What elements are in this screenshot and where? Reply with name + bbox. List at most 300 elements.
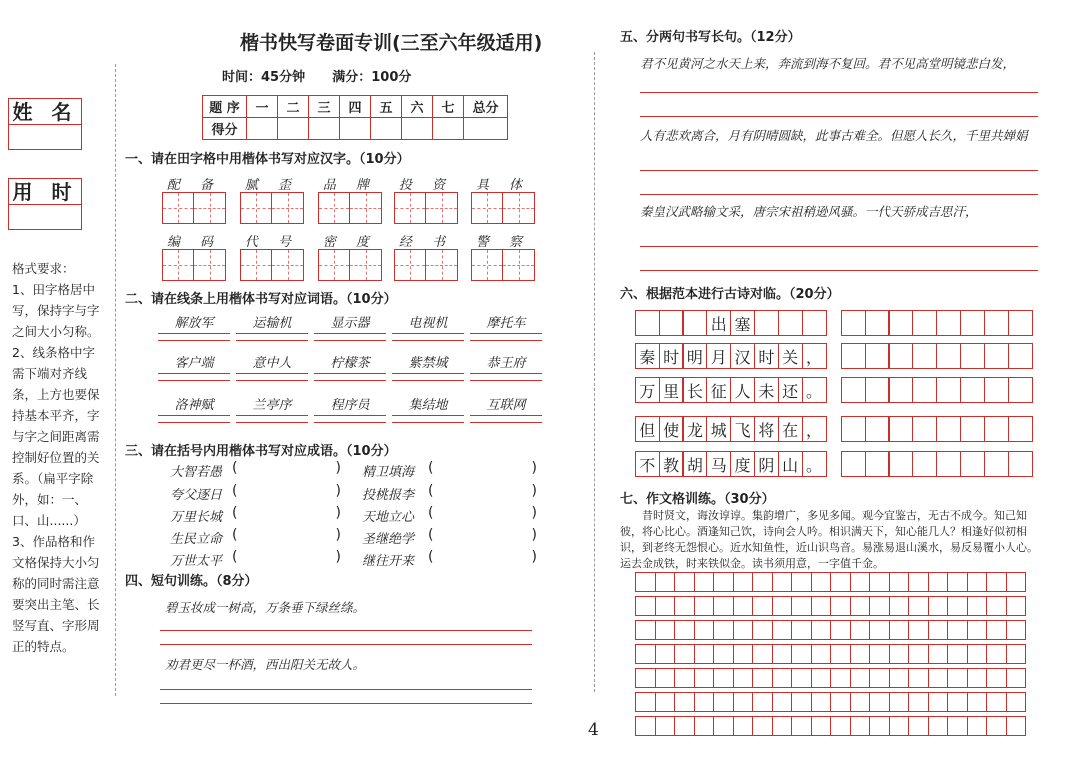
essay-cell[interactable]	[635, 668, 656, 688]
essay-cell[interactable]	[733, 620, 754, 640]
essay-cell[interactable]	[674, 596, 695, 616]
line-word[interactable]	[392, 312, 464, 341]
page-number: 4	[588, 720, 599, 740]
exam-meta	[222, 66, 411, 85]
essay-cell[interactable]	[713, 596, 734, 616]
essay-cell[interactable]	[850, 668, 871, 688]
essay-cell[interactable]	[889, 596, 910, 616]
essay-cell[interactable]	[947, 716, 968, 736]
essay-cell[interactable]	[655, 620, 676, 640]
essay-cell[interactable]	[674, 572, 695, 592]
essay-cell[interactable]	[811, 692, 832, 712]
tian-cell[interactable]	[194, 249, 226, 281]
essay-cell[interactable]	[772, 716, 793, 736]
poem-char	[754, 310, 779, 336]
essay-cell[interactable]	[713, 692, 734, 712]
essay-cell[interactable]	[869, 668, 890, 688]
essay-cell[interactable]	[674, 644, 695, 664]
poem-practice-row[interactable]	[842, 377, 1033, 403]
tian-word	[471, 174, 535, 224]
tian-word	[318, 174, 382, 224]
essay-cell[interactable]	[986, 716, 1007, 736]
essay-cell[interactable]	[850, 716, 871, 736]
writing-line[interactable]	[160, 644, 532, 645]
line-word[interactable]	[236, 394, 308, 423]
line-word-text: 柠檬茶	[330, 356, 370, 371]
poem-char: 度	[730, 451, 755, 477]
idiom-right: 圣继绝学	[362, 532, 415, 547]
essay-cell[interactable]	[967, 596, 988, 616]
essay-grid[interactable]	[636, 572, 1026, 740]
essay-cell[interactable]	[869, 716, 890, 736]
long-sentence: 秦皇汉武略输文采，唐宗宋祖稍逊风骚。一代天骄成吉思汗，	[640, 204, 978, 219]
essay-cell[interactable]	[752, 596, 773, 616]
essay-cell[interactable]	[928, 668, 949, 688]
essay-cell[interactable]	[830, 572, 851, 592]
tian-cell[interactable]	[350, 249, 382, 281]
essay-cell[interactable]	[694, 692, 715, 712]
poem-char	[778, 310, 803, 336]
poem-char: ，	[802, 416, 827, 442]
poem-char: 。	[802, 451, 827, 477]
essay-cell[interactable]	[694, 572, 715, 592]
essay-cell[interactable]	[674, 716, 695, 736]
tian-word-label: 具 体	[475, 178, 531, 193]
tian-cell[interactable]	[471, 249, 503, 281]
idiom-answer-right[interactable]: ( )	[428, 505, 537, 521]
essay-grid-row[interactable]	[636, 692, 1026, 712]
essay-cell[interactable]	[908, 572, 929, 592]
essay-cell[interactable]	[733, 644, 754, 664]
essay-cell[interactable]	[850, 572, 871, 592]
essay-cell[interactable]	[1006, 596, 1027, 616]
tian-word	[162, 174, 226, 224]
essay-cell[interactable]	[752, 716, 773, 736]
score-header: 题 序	[203, 96, 247, 118]
essay-cell[interactable]	[947, 620, 968, 640]
tian-word	[471, 231, 535, 281]
essay-grid-row[interactable]	[636, 668, 1026, 688]
tian-cell[interactable]	[194, 192, 226, 224]
poem-practice-row[interactable]	[842, 416, 1033, 442]
section-5-heading: 五、分两句书写长句。（12分）	[620, 30, 801, 45]
essay-cell[interactable]	[674, 620, 695, 640]
tian-word-label: 品 牌	[322, 178, 378, 193]
tian-cell[interactable]	[503, 249, 535, 281]
essay-cell[interactable]	[947, 692, 968, 712]
essay-cell[interactable]	[928, 596, 949, 616]
essay-cell[interactable]	[674, 692, 695, 712]
writing-line[interactable]	[640, 194, 1038, 195]
essay-cell[interactable]	[1006, 644, 1027, 664]
essay-cell[interactable]	[986, 644, 1007, 664]
score-cell[interactable]	[371, 118, 402, 140]
idiom-answer-left[interactable]: ( )	[232, 483, 341, 499]
essay-cell[interactable]	[947, 572, 968, 592]
essay-cell[interactable]	[967, 716, 988, 736]
essay-cell[interactable]	[713, 644, 734, 664]
tian-cell[interactable]	[426, 249, 458, 281]
essay-cell[interactable]	[830, 620, 851, 640]
essay-cell[interactable]	[869, 620, 890, 640]
idiom-answer-right[interactable]: ( )	[428, 527, 537, 543]
essay-cell[interactable]	[733, 716, 754, 736]
score-cell[interactable]	[278, 118, 309, 140]
essay-cell[interactable]	[986, 692, 1007, 712]
essay-cell[interactable]	[967, 620, 988, 640]
poem-char: ，	[802, 343, 827, 369]
essay-cell[interactable]	[986, 620, 1007, 640]
poem-char: 城	[706, 416, 731, 442]
idiom-left: 万世太平	[170, 554, 223, 569]
essay-cell[interactable]	[752, 668, 773, 688]
essay-cell[interactable]	[830, 692, 851, 712]
score-cell[interactable]	[402, 118, 433, 140]
tian-cell[interactable]	[272, 192, 304, 224]
line-word[interactable]	[314, 352, 386, 381]
line-word-text: 客户端	[174, 356, 214, 371]
essay-cell[interactable]	[655, 572, 676, 592]
essay-cell[interactable]	[967, 668, 988, 688]
essay-cell[interactable]	[889, 620, 910, 640]
essay-cell[interactable]	[635, 692, 656, 712]
poem-char: 月	[706, 343, 731, 369]
name-field[interactable]	[9, 125, 81, 149]
section-1-heading: 一、请在田字格中用楷体书写对应汉字。（10分）	[125, 152, 410, 167]
essay-cell[interactable]	[1006, 716, 1027, 736]
poem-char: 在	[778, 416, 803, 442]
line-word[interactable]	[314, 312, 386, 341]
writing-line[interactable]	[160, 630, 532, 631]
poem-sample-row	[636, 377, 827, 403]
essay-grid-row[interactable]	[636, 644, 1026, 664]
essay-cell[interactable]	[791, 596, 812, 616]
essay-cell[interactable]	[830, 596, 851, 616]
line-word[interactable]	[470, 312, 542, 341]
essay-cell[interactable]	[947, 668, 968, 688]
line-word-text: 程序员	[330, 398, 370, 413]
writing-line[interactable]	[640, 270, 1038, 271]
essay-cell[interactable]	[869, 644, 890, 664]
score-cell[interactable]	[247, 118, 278, 140]
essay-cell[interactable]	[655, 596, 676, 616]
tian-cell[interactable]	[394, 249, 426, 281]
essay-cell[interactable]	[733, 596, 754, 616]
essay-cell[interactable]	[830, 716, 851, 736]
essay-cell[interactable]	[908, 692, 929, 712]
essay-cell[interactable]	[986, 668, 1007, 688]
essay-cell[interactable]	[850, 596, 871, 616]
poem-char: 未	[754, 377, 779, 403]
poem-practice-row[interactable]	[842, 310, 1033, 336]
essay-cell[interactable]	[908, 644, 929, 664]
line-word[interactable]	[314, 394, 386, 423]
section-4-heading: 四、短句训练。（8分）	[125, 574, 258, 589]
essay-cell[interactable]	[791, 620, 812, 640]
idiom-answer-left[interactable]: ( )	[232, 460, 341, 476]
essay-cell[interactable]	[947, 596, 968, 616]
score-row-label: 得分	[203, 118, 247, 140]
duration-label: 用 时	[9, 179, 81, 205]
poem-sample-row	[636, 416, 827, 442]
essay-cell[interactable]	[889, 692, 910, 712]
essay-cell[interactable]	[655, 692, 676, 712]
essay-cell[interactable]	[752, 572, 773, 592]
tian-word-label: 密 度	[322, 235, 378, 250]
essay-cell[interactable]	[694, 668, 715, 688]
essay-cell[interactable]	[967, 692, 988, 712]
long-sentence: 君不见黄河之水天上来，奔流到海不复回。君不见高堂明镜悲白发，	[640, 56, 1016, 71]
line-word[interactable]	[236, 312, 308, 341]
essay-cell[interactable]	[655, 644, 676, 664]
essay-cell[interactable]	[1006, 620, 1027, 640]
line-word-text: 意中人	[252, 356, 292, 371]
tian-cell[interactable]	[394, 192, 426, 224]
essay-cell[interactable]	[694, 596, 715, 616]
essay-cell[interactable]	[694, 644, 715, 664]
essay-cell[interactable]	[986, 596, 1007, 616]
essay-grid-row[interactable]	[636, 572, 1026, 592]
poem-char: 人	[730, 377, 755, 403]
essay-cell[interactable]	[869, 572, 890, 592]
tian-word-label: 警 察	[475, 235, 531, 250]
essay-grid-row[interactable]	[636, 620, 1026, 640]
essay-cell[interactable]	[733, 692, 754, 712]
tian-cell[interactable]	[318, 249, 350, 281]
essay-cell[interactable]	[947, 644, 968, 664]
score-table	[202, 95, 508, 140]
idiom-right: 继往开来	[362, 554, 415, 569]
poem-sample-row	[636, 343, 827, 369]
format-requirements	[12, 258, 104, 657]
tian-cell[interactable]	[272, 249, 304, 281]
line-word[interactable]	[158, 312, 230, 341]
tian-word-label: 代 号	[244, 235, 300, 250]
essay-cell[interactable]	[986, 572, 1007, 592]
line-word-text: 显示器	[330, 316, 370, 331]
writing-line[interactable]	[640, 92, 1038, 93]
tian-cell[interactable]	[350, 192, 382, 224]
poem-char: 出	[706, 310, 731, 336]
essay-cell[interactable]	[850, 692, 871, 712]
essay-cell[interactable]	[791, 716, 812, 736]
essay-cell[interactable]	[713, 572, 734, 592]
essay-cell[interactable]	[772, 668, 793, 688]
essay-cell[interactable]	[635, 644, 656, 664]
essay-cell[interactable]	[655, 716, 676, 736]
format-item: 2、线条格中字需下端对齐线条，上方也要保持基本平齐，字与字之间距离需控制好位置的关系。（扁平字除外，如：一、口、山......）	[12, 345, 100, 528]
idiom-left: 万里长城	[170, 510, 223, 525]
essay-cell[interactable]	[811, 572, 832, 592]
line-word[interactable]	[158, 394, 230, 423]
line-word[interactable]	[236, 352, 308, 381]
poem-practice-row[interactable]	[842, 343, 1033, 369]
essay-cell[interactable]	[635, 596, 656, 616]
essay-cell[interactable]	[791, 644, 812, 664]
tian-cell[interactable]	[426, 192, 458, 224]
essay-cell[interactable]	[635, 620, 656, 640]
essay-cell[interactable]	[928, 620, 949, 640]
line-word-text: 兰亭序	[252, 398, 292, 413]
essay-cell[interactable]	[655, 668, 676, 688]
line-word[interactable]	[470, 394, 542, 423]
idiom-answer-right[interactable]: ( )	[428, 460, 537, 476]
essay-cell[interactable]	[908, 668, 929, 688]
score-header: 四	[340, 96, 371, 118]
writing-line[interactable]	[160, 703, 532, 704]
essay-cell[interactable]	[772, 596, 793, 616]
format-title: 格式要求：	[12, 261, 75, 276]
idiom-left: 大智若愚	[170, 465, 223, 480]
essay-cell[interactable]	[772, 692, 793, 712]
line-word[interactable]	[392, 394, 464, 423]
essay-cell[interactable]	[674, 668, 695, 688]
tian-cell[interactable]	[318, 192, 350, 224]
idiom-answer-left[interactable]: ( )	[232, 527, 341, 543]
tian-word-label: 编 码	[166, 235, 222, 250]
score-header: 六	[402, 96, 433, 118]
tian-word	[394, 231, 458, 281]
essay-cell[interactable]	[772, 644, 793, 664]
poem-char: 征	[706, 377, 731, 403]
writing-line[interactable]	[640, 116, 1038, 117]
tian-cell[interactable]	[240, 192, 272, 224]
line-word[interactable]	[158, 352, 230, 381]
idiom-right: 精卫填海	[362, 465, 415, 480]
essay-cell[interactable]	[811, 644, 832, 664]
score-cell[interactable]	[340, 118, 371, 140]
essay-cell[interactable]	[791, 668, 812, 688]
essay-cell[interactable]	[791, 572, 812, 592]
tian-cell[interactable]	[471, 192, 503, 224]
essay-cell[interactable]	[772, 572, 793, 592]
essay-cell[interactable]	[967, 644, 988, 664]
idiom-answer-left[interactable]: ( )	[232, 505, 341, 521]
poem-char: 将	[754, 416, 779, 442]
essay-cell[interactable]	[811, 716, 832, 736]
line-word[interactable]	[392, 352, 464, 381]
essay-cell[interactable]	[1006, 668, 1027, 688]
essay-sample-text: 昔时贤文，诲汝谆谆。集韵增广，多见多闻。观今宜鉴古，无古不成今。知己知彼，将心比心。酒逢知己饮，诗向会人吟。相识满天下，知心能几人？相逢好似初相识，到老终无怨恨心。近水知鱼性，近山识鸟音。易涨易退山溪水，易反易覆小人心。运去金成铁，时来铁似金。读书须用意，一字值千金。	[620, 509, 1038, 570]
poem-char: 山	[778, 451, 803, 477]
essay-cell[interactable]	[713, 716, 734, 736]
essay-cell[interactable]	[928, 692, 949, 712]
tian-word	[240, 231, 304, 281]
essay-cell[interactable]	[869, 596, 890, 616]
essay-cell[interactable]	[752, 692, 773, 712]
score-cell[interactable]	[464, 118, 508, 140]
essay-cell[interactable]	[889, 668, 910, 688]
essay-cell[interactable]	[811, 620, 832, 640]
poem-char: 还	[778, 377, 803, 403]
essay-cell[interactable]	[908, 596, 929, 616]
essay-cell[interactable]	[908, 716, 929, 736]
poem-char: 时	[659, 343, 684, 369]
poem-sample-row	[636, 451, 827, 477]
divider	[115, 64, 116, 696]
essay-grid-row[interactable]	[636, 716, 1026, 736]
line-word-text: 洛神赋	[174, 398, 214, 413]
score-cell[interactable]	[433, 118, 464, 140]
score-header: 二	[278, 96, 309, 118]
essay-cell[interactable]	[733, 668, 754, 688]
idiom-answer-right[interactable]: ( )	[428, 483, 537, 499]
idiom-answer-right[interactable]: ( )	[428, 549, 537, 565]
section-2-heading: 二、请在线条上用楷体书写对应词语。（10分）	[125, 292, 397, 307]
tian-cell[interactable]	[162, 192, 194, 224]
tian-cell[interactable]	[162, 249, 194, 281]
poem-char: 明	[682, 343, 707, 369]
tian-word	[240, 174, 304, 224]
essay-cell[interactable]	[908, 620, 929, 640]
line-word[interactable]	[470, 352, 542, 381]
essay-cell[interactable]	[889, 644, 910, 664]
essay-cell[interactable]	[811, 596, 832, 616]
essay-cell[interactable]	[967, 572, 988, 592]
essay-cell[interactable]	[694, 620, 715, 640]
idiom-left: 生民立命	[170, 532, 223, 547]
essay-cell[interactable]	[1006, 692, 1027, 712]
score-header: 七	[433, 96, 464, 118]
poem-sample-row	[636, 310, 827, 336]
section-3-heading: 三、请在括号内用楷体书写对应成语。（10分）	[125, 444, 397, 459]
essay-cell[interactable]	[713, 668, 734, 688]
essay-cell[interactable]	[830, 668, 851, 688]
writing-line[interactable]	[640, 170, 1038, 171]
essay-cell[interactable]	[635, 716, 656, 736]
poem-char: 里	[659, 377, 684, 403]
idiom-answer-left[interactable]: ( )	[232, 549, 341, 565]
essay-cell[interactable]	[869, 692, 890, 712]
time-limit: 时间：45分钟	[222, 70, 306, 85]
essay-cell[interactable]	[928, 572, 949, 592]
poem-char: 马	[706, 451, 731, 477]
essay-cell[interactable]	[811, 668, 832, 688]
essay-cell[interactable]	[713, 620, 734, 640]
essay-cell[interactable]	[928, 716, 949, 736]
essay-cell[interactable]	[752, 644, 773, 664]
essay-grid-row[interactable]	[636, 596, 1026, 616]
essay-cell[interactable]	[772, 620, 793, 640]
essay-cell[interactable]	[889, 716, 910, 736]
essay-cell[interactable]	[694, 716, 715, 736]
essay-cell[interactable]	[1006, 572, 1027, 592]
essay-cell[interactable]	[850, 644, 871, 664]
tian-cell[interactable]	[503, 192, 535, 224]
poem-practice-row[interactable]	[842, 451, 1033, 477]
essay-cell[interactable]	[791, 692, 812, 712]
essay-cell[interactable]	[830, 644, 851, 664]
poem-char: 胡	[682, 451, 707, 477]
essay-cell[interactable]	[635, 572, 656, 592]
tian-cell[interactable]	[240, 249, 272, 281]
writing-line[interactable]	[160, 689, 532, 690]
poem-char: 塞	[730, 310, 755, 336]
tian-word-label: 配 备	[166, 178, 222, 193]
essay-cell[interactable]	[850, 620, 871, 640]
essay-cell[interactable]	[752, 620, 773, 640]
writing-line[interactable]	[640, 246, 1038, 247]
essay-cell[interactable]	[928, 644, 949, 664]
divider	[594, 52, 595, 692]
score-cell[interactable]	[309, 118, 340, 140]
poem-char: 汉	[730, 343, 755, 369]
duration-field[interactable]	[9, 205, 81, 229]
essay-cell[interactable]	[733, 572, 754, 592]
line-word-text: 紫禁城	[408, 356, 448, 371]
poem-char: 但	[635, 416, 660, 442]
essay-cell[interactable]	[889, 572, 910, 592]
